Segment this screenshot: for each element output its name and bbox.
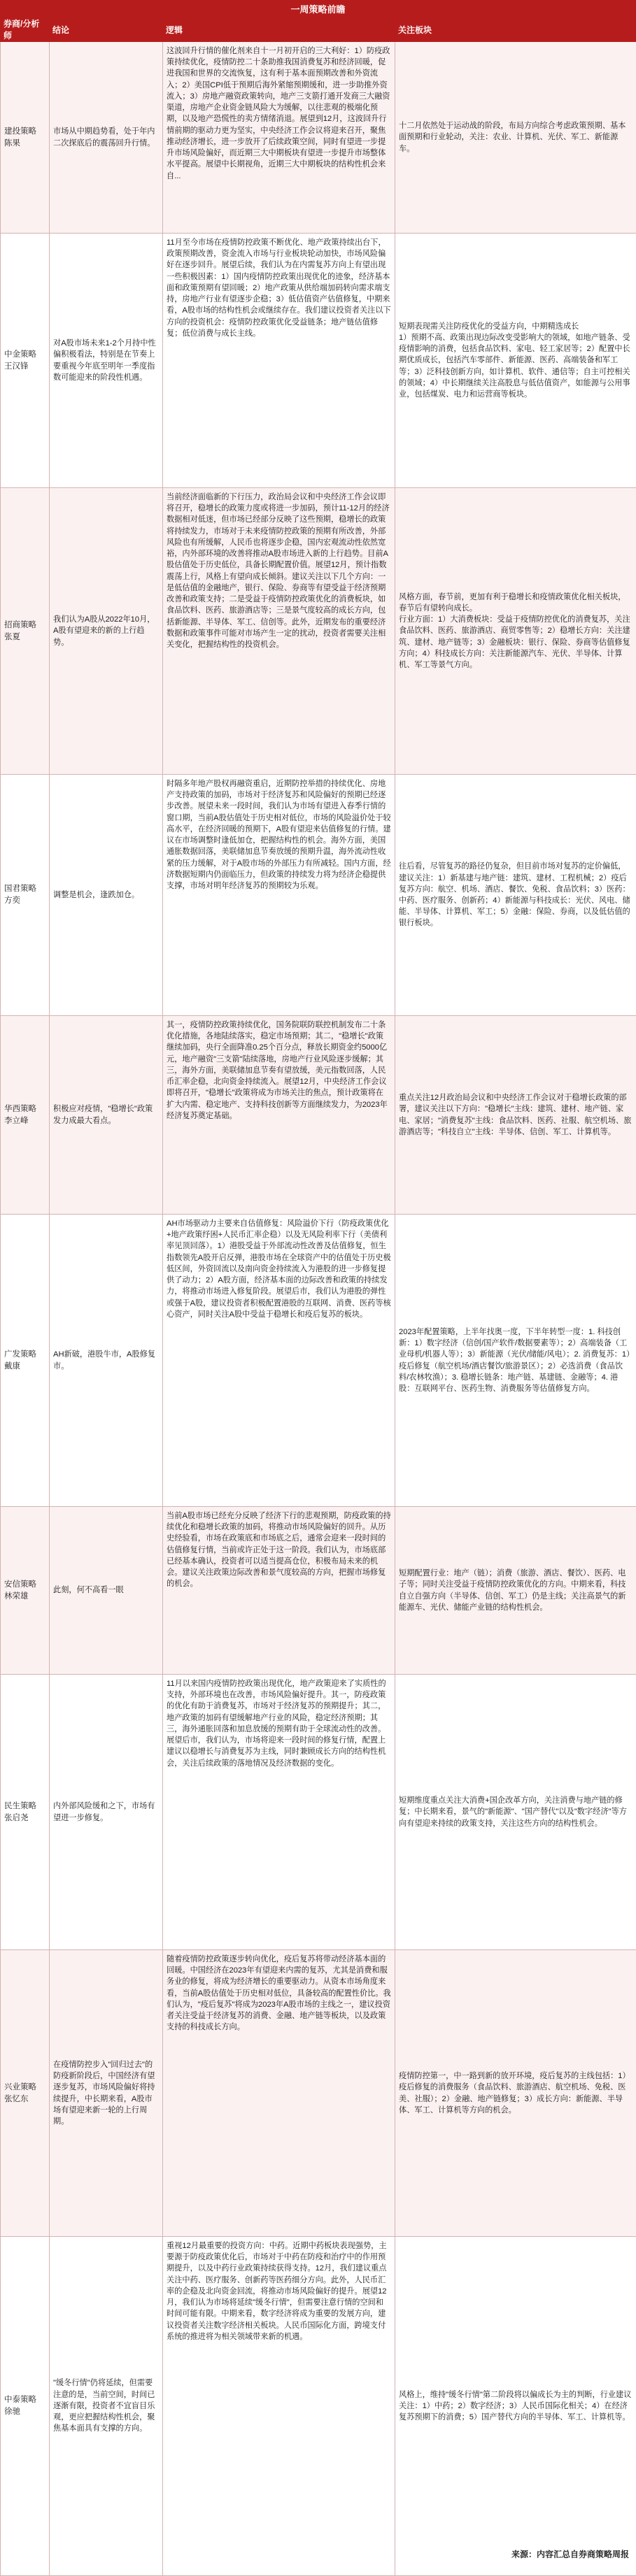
firm-cell xyxy=(1,234,50,488)
conclusion-cell-text: "缓冬行情"仍将延续，但需要注意的是，当前空间，时间已逐渐有限，投资者不宜盲目乐观，更应把握结构性机会，聚焦基本面具有支撑的方向。 xyxy=(53,2377,159,2434)
focus-cell-text: 十二月依然处于运动战的阶段，布局方向综合考虑政策预期、基本面预期和行业轮动，关注：农业、计算机、光伏、军工、新能源车。 xyxy=(399,120,633,155)
firm-cell xyxy=(1,775,50,1016)
logic-cell xyxy=(163,775,395,1016)
table-body xyxy=(1,42,636,2576)
logic-cell xyxy=(163,42,395,234)
strategy-table xyxy=(0,17,636,2576)
firm-cell xyxy=(1,1675,50,1950)
focus-cell-text: 疫情防控第一，中一路到新的放开环境，疫后复苏的主线包括：1）疫后修复的消费服务（食品饮料、旅游酒店、航空机场、免税、医美、社服）；2）金融、地产链修复；3）成长方向：新能源、半导体、军工、计算机等方向的机会。 xyxy=(399,2070,633,2116)
firm-cell-text: 国君策略 方奕 xyxy=(4,883,45,906)
logic-cell xyxy=(163,234,395,488)
header-firm: 券商/分析师 xyxy=(1,17,50,42)
conclusion-cell xyxy=(50,2237,163,2576)
conclusion-cell xyxy=(50,1016,163,1215)
logic-cell xyxy=(163,1507,395,1675)
table-row xyxy=(1,234,636,488)
conclusion-cell-text: 内外部风险缓和之下，市场有望进一步修复。 xyxy=(53,1801,159,1823)
header-focus: 关注板块 xyxy=(395,17,636,42)
logic-cell xyxy=(163,488,395,775)
logic-cell-text: 随着疫情防控政策逐步转向优化，疫后复苏将带动经济基本面的回暖。中国经济在2023年有望迎来内需的复苏，尤其是消费和服务业的修复，将成为经济增长的重要驱动力。从资本市场角度来看，当前A股估值处于历史相对低位，具备较高的配置性价比。我们认为，"疫后复苏"将成为2023年A股市场的主线之一，建议投资者关注受益于经济复苏的消费、金融、地产链等板块，以及政策支持的科技成长方向。 xyxy=(167,1954,391,2033)
firm-cell-text: 华西策略 李立峰 xyxy=(4,1103,45,1126)
table-row xyxy=(1,775,636,1016)
conclusion-cell-text: AH新破，港股牛市，A股修复市。 xyxy=(53,1349,159,1371)
conclusion-cell-text: 调整是机会，逢跌加仓。 xyxy=(53,889,159,901)
header-logic: 逻辑 xyxy=(163,17,395,42)
firm-cell-text: 安信策略 林荣雄 xyxy=(4,1579,45,1602)
logic-cell-text: 重视12月最重要的投资方向：中药。近期中药板块表现强势，主要源于防疫政策优化后，市场对于中药在防疫和治疗中的作用预期提升，以及中药行业政策持续获得支持。12月，我们建议重点关注中药、医疗服务、创新药等医药细分方向。此外，人民币汇率的企稳及北向资金回流，将推动市场风险偏好的提升。展望12月，我们认为市场将延续"缓冬行情"，但需要注意行情的空间和时间可能有限。中期来看，数字经济将成为重要的发展方向，建议投资者关注数字经济相关板块。人民币国际化方面，跨境支付系统的推进将为相关领域带来新的机遇。 xyxy=(167,2240,391,2342)
conclusion-cell xyxy=(50,1507,163,1675)
firm-cell-text: 兴业策略 张忆东 xyxy=(4,2082,45,2105)
table-row xyxy=(1,2237,636,2576)
conclusion-cell-text: 我们认为A股从2022年10月，A股有望迎来的新的上行趋势。 xyxy=(53,614,159,648)
firm-cell-text: 建投策略 陈果 xyxy=(4,126,45,149)
focus-cell xyxy=(395,1950,636,2237)
table-row xyxy=(1,1507,636,1675)
conclusion-cell-text: 积极应对疫情，"稳增长"政策发力成最大看点。 xyxy=(53,1103,159,1126)
table-row xyxy=(1,1215,636,1507)
table-row xyxy=(1,42,636,234)
focus-cell-text: 风格方面，春节前，更加有利于稳增长和疫情政策优化相关板块，春节后有望转向成长。 行业方面：1）大消费板块：受益于疫情防控优化的消费复苏，关注食品饮料、医药、旅游酒店、商贸零售等；2）稳增长方向：关注建筑、建材、地产链等；3）金融板块：银行、保险、券商等估值修复方向；4）科技成长方向：关注新能源汽车、光伏、半导体、计算机、军工等景气方向。 xyxy=(399,592,633,671)
focus-cell xyxy=(395,1215,636,1507)
firm-cell-text: 中泰策略 徐驰 xyxy=(4,2394,45,2417)
table-row xyxy=(1,1950,636,2237)
firm-cell xyxy=(1,1507,50,1675)
conclusion-cell-text: 对A股市场未来1-2个月持中性偏积极看法，特别是在节奏上要重视今年底至明年一季度指数可能迎来的阶段性机遇。 xyxy=(53,338,159,383)
table-row xyxy=(1,1675,636,1950)
logic-cell xyxy=(163,1675,395,1950)
conclusion-cell xyxy=(50,42,163,234)
firm-cell-text: 中金策略 王汉锋 xyxy=(4,349,45,372)
conclusion-cell xyxy=(50,775,163,1016)
logic-cell-text: AH市场驱动力主要来自估值修复：风险溢价下行（防疫政策优化+地产政策纾困+人民币汇率企稳）以及无风险利率下行（美债利率见顶回落）。1）港股受益于外部流动性改善及估值修复，恒生指数领先A股开启反弹，港股市场在全球资产中的估值处于历史极低区间，外资回流以及南向资金持续流入为港股的进一步修复提供了动力；2）A股方面，经济基本面的边际改善和政策的持续发力，将推动市场进入修复阶段。展望后市，我们认为港股的弹性或强于A股，建议投资者积极配置港股的互联网、消费、医药等核心资产，同时关注A股中受益于稳增长和疫后复苏的板块。 xyxy=(167,1218,391,1320)
firm-cell xyxy=(1,42,50,234)
header-conclusion: 结论 xyxy=(50,17,163,42)
conclusion-cell xyxy=(50,234,163,488)
logic-cell-text: 11月以来国内疫情防控政策出现优化，地产政策迎来了实质性的支持，外部环境也在改善，市场风险偏好提升。其一，防疫政策的优化有助于消费复苏，市场对于经济复苏的预期提升；其二，地产政策的加码有望缓解地产行业的风险，稳定经济预期；其三，海外通胀回落和加息放缓的预期有助于全球流动性的改善。展望后市，我们认为，市场将迎来一段时间的修复行情，配置上建议以稳增长与消费复苏为主线，同时兼顾成长方向的结构性机会，关注后续政策的落地情况及经济数据的变化。 xyxy=(167,1678,391,1769)
logic-cell xyxy=(163,1016,395,1215)
conclusion-cell-text: 市场从中期趋势看，处于年内二次探底后的震荡回升行情。 xyxy=(53,126,159,148)
firm-cell-text: 民生策略 张启尧 xyxy=(4,1801,45,1824)
focus-cell xyxy=(395,1507,636,1675)
conclusion-cell xyxy=(50,1215,163,1507)
table-row xyxy=(1,1016,636,1215)
logic-cell-text: 时隔多年地产股权再融资重启，近期防控举措的持续优化、房地产支持政策的加码，市场对于经济复苏和风险偏好的预期已经逐步改善。展望未来一段时间，我们认为市场有望进入春季行情的窗口期，当前A股估值处于历史相对低位，市场的风险溢价处于较高水平，在经济回暖的预期下，A股有望迎来估值修复的行情。建议在市场调整时逢低加仓，把握结构性的机会。海外方面，美国通胀数据回落，美联储加息节奏放缓的预期升温，海外流动性收紧的压力缓解，对于A股市场的外部压力有所减轻。国内方面，经济数据短期内仍面临压力，但政策的持续发力将为经济企稳提供支撑，市场对明年经济复苏的预期较为乐观。 xyxy=(167,778,391,892)
table-row xyxy=(1,488,636,775)
logic-cell xyxy=(163,1950,395,2237)
firm-cell xyxy=(1,1950,50,2237)
logic-cell-text: 这波回升行情的催化剂来自十一月初开启的三大利好：1）防疫政策持续优化，疫情防控二十条助推我国消费复苏和经济回暖，促进我国和世界的交流恢复，这有利于基本面预期改善和外资流入；2）美国CPI低于预期后海外紧缩预期缓和，进一步助推外资流入；3）房地产融资政策转向，地产三支箭打通开发商三大融资渠道，房地产企业资金链风险大为缓解，以往悲观的极端化预期，以及地产恐慌性的卖方情绪消退。展望到12月，这波回升行情前期的驱动力更为坚实，中央经济工作会议将迎来召开，聚焦推动经济增长，进一步放开了后续政策空间，同时有望进一步提升市场风险偏好，而近期三大中期板块有望进一步提升市场整体水平提高。展望中长期视角，近期三大中期板块的结构性机会来自... xyxy=(167,45,391,182)
firm-cell xyxy=(1,488,50,775)
firm-cell-text: 招商策略 张夏 xyxy=(4,620,45,643)
logic-cell xyxy=(163,1215,395,1507)
focus-cell xyxy=(395,488,636,775)
firm-cell xyxy=(1,2237,50,2576)
focus-cell-text: 往后看，尽管复苏的路径仍复杂，但目前市场对复苏的定价偏低，建议关注：1）新基建与地产链：建筑、建材、工程机械；2）疫后复苏方向：航空、机场、酒店、餐饮、免税、食品饮料；3）医药：中药、医疗服务、创新药；4）新能源与科技成长：光伏、风电、储能、半导体、计算机、军工；5）金融：保险、券商，以及低估值的银行板块。 xyxy=(399,861,633,929)
table-header-row xyxy=(1,17,636,42)
focus-cell xyxy=(395,2237,636,2576)
focus-cell xyxy=(395,42,636,234)
firm-cell xyxy=(1,1016,50,1215)
focus-cell xyxy=(395,1675,636,1950)
focus-cell xyxy=(395,234,636,488)
focus-cell-text: 2023年配置策略，上半年找奥一度，下半年转型一度：1. 科技创新：1）数字经济（信创/国产软件/数据要素等）；2）高端装备（工业母机/机器人等）；3）新能源（光伏/储能/风电）；2. 消费复苏：1）疫后修复（航空机场/酒店餐饮/旅游景区）；2）必选消费（食品饮料/农林牧渔）；3. 稳增长链条：地产链、基建链、金融等；4. 港股：互联网平台、医药生物、消费服务等估值修复方向。 xyxy=(399,1326,633,1394)
focus-cell-text: 短期维度重点关注大消费+国企改革方向，关注消费与地产链的修复；中长期来看，景气的"新能源"、"国产替代"以及"数字经济"等方向有望迎来持续的政策支持，关注这些方向的结构性机会。 xyxy=(399,1795,633,1829)
firm-cell xyxy=(1,1215,50,1507)
focus-cell-text: 重点关注12月政治局会议和中央经济工作会议对于稳增长政策的部署，建议关注以下方向："稳增长"主线：建筑、建材、地产链、家电、家居；"消费复苏"主线：食品饮料、医药、社服、航空机场、旅游酒店等；"科技自立"主线：半导体、信创、军工、计算机等。 xyxy=(399,1092,633,1138)
page-title: 一周策略前瞻 xyxy=(0,0,636,17)
focus-cell xyxy=(395,1016,636,1215)
logic-cell-text: 当前A股市场已经充分反映了经济下行的悲观预期，防疫政策的持续优化和稳增长政策的加码，将推动市场风险偏好的回升。从历史经验看，市场在政策底和市场底之后，通常会迎来一段时间的估值修复行情，当前或许正处于这一阶段。我们认为，市场底部已经基本确认，投资者可以适当提高仓位，积极布局未来的机会。建议关注政策边际改善和景气度较高的方向，把握市场修复的机会。 xyxy=(167,1510,391,1590)
logic-cell-text: 其一，疫情防控政策持续优化，国务院联防联控机制发布二十条优化措施，各地陆续落实，稳定市场预期；其二，"稳增长"政策继续加码，央行全面降准0.25个百分点，释放长期资金约5000亿元，地产融资"三支箭"陆续落地，房地产行业风险逐步缓解；其三，海外方面，美联储加息节奏有望放缓，美元指数回落，人民币汇率企稳，北向资金持续流入。展望12月，中央经济工作会议即将召开，"稳增长"政策将成为市场关注的焦点，预计政策将在扩大内需、稳定地产、支持科技创新等方面继续发力，为2023年经济复苏奠定基础。 xyxy=(167,1019,391,1122)
firm-cell-text: 广发策略 戴康 xyxy=(4,1349,45,1372)
conclusion-cell-text: 此刻，何不高看一眼 xyxy=(53,1584,159,1596)
source-footer: 来源：内容汇总自券商策略周报 xyxy=(0,2545,636,2563)
conclusion-cell xyxy=(50,1950,163,2237)
logic-cell-text: 11月至今市场在疫情防控政策不断优化、地产政策持续出台下，政策预期改善，资金流入市场与行业板块轮动加快，市场风险偏好在逐步回升。展望后续，我们认为在内需复苏方向上有望出现一些积极因素：1）国内疫情防控政策出现优化的迹象，经济基本面和政策预期有望回暖；2）地产政策从供给端加码转向需求端支持，房地产行业有望逐步企稳；3）低估值资产估值修复，中期来看，A股市场的结构性机会或继续存在。我们建议投资者关注以下方向的投资机会：疫情防控政策优化受益链条；地产链估值修复；低位消费与成长主线。 xyxy=(167,237,391,339)
conclusion-cell xyxy=(50,1675,163,1950)
focus-cell-text: 短期表现需关注防疫优化的受益方向，中期精选成长 1）预期不高、政策出现边际改变受影响大的领域，如地产链条、受疫情影响的消费，包括食品饮料、家电、轻工家居等；2）配置中长期优质成长，包括汽车零部件、新能源、医药、高端装备和军工等；3）泛科技创新方向，如计算机、软件、通信等；自主可控相关的领域；4）中长期继续关注高股息与低估值资产，如能源与公用事业，包括煤炭、电力和运营商等板块。 xyxy=(399,321,633,401)
logic-cell-text: 当前经济面临新的下行压力，政治局会议和中央经济工作会议即将召开，稳增长的政策力度或将进一步加码，预计11-12月的经济数据相对低迷，但市场已经部分反映了这些预期，稳增长的政策将持续发力，市场对于未来疫情防控政策的预期有所改善，外部风险也有所缓解，人民币也将逐步企稳，国内宏观流动性依然宽裕，内外部环境的改善将推动A股市场进入新的上行趋势。目前A股估值处于历史低位，具备长期配置价值。展望12月，预计指数震荡上行，风格上有望向成长倾斜。建议关注以下几个方向：一是低估值的金融地产，银行、保险、券商等有望受益于经济预期改善和政策支持；二是受益于疫情防控政策优化的消费板块，如食品饮料、医药、旅游酒店等；三是景气度较高的成长方向，包括新能源、半导体、军工、信创等。此外，近期发布的重要经济数据和政策事件可能对市场产生一定的扰动，投资者需要关注相关变化，把握结构性的投资机会。 xyxy=(167,492,391,650)
focus-cell-text: 风格上，维持"缓冬行情"第二阶段将以偏成长为主的判断，行业建议关注：1）中药；2）数字经济；3）人民币国际化相关；4）在经济复苏预期下的消费；5）国产替代方向的半导体、军工、计算机等。 xyxy=(399,2389,633,2424)
focus-cell-text: 短期配置行业：地产（链）；消费（旅游、酒店、餐饮）、医药、电子等；同时关注受益于疫情防控政策优化的方向。中期来看，科技自立自强方向（半导体、信创、军工）仍是主线；关注高景气的新能源车、光伏、储能产业链的结构性机会。 xyxy=(399,1568,633,1613)
logic-cell xyxy=(163,2237,395,2576)
conclusion-cell-text: 在疫情防控步入"回归过去"的防疫新阶段后，中国经济有望逐步复苏，市场风险偏好将持续提升，中长期来看，A股市场有望迎来新一轮的上行周期。 xyxy=(53,2059,159,2127)
focus-cell xyxy=(395,775,636,1016)
conclusion-cell xyxy=(50,488,163,775)
